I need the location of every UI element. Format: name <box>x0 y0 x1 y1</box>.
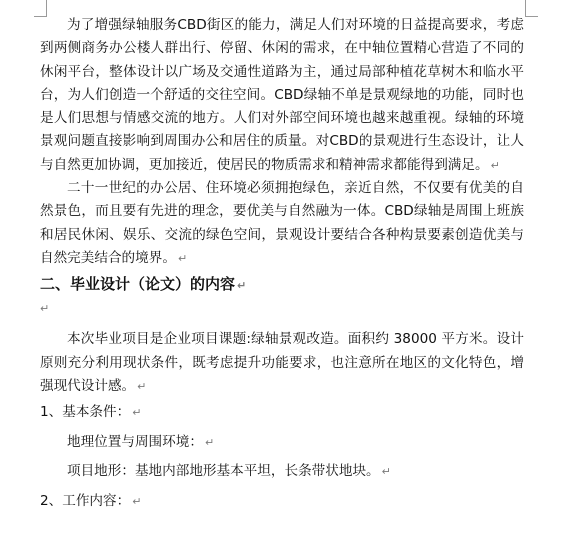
paragraph-mark: ↵ <box>132 494 142 508</box>
page-margin-corner-right <box>525 0 538 17</box>
paragraph-mark: ↵ <box>132 406 142 420</box>
empty-paragraph-mark: ↵ <box>40 302 50 316</box>
list-item-2: 2、工作内容： ↵ <box>40 492 142 509</box>
sub-item-terrain: 项目地形：基地内部地形基本平坦，长条带状地块。 ↵ <box>67 463 391 480</box>
paragraph-mark: ↵ <box>137 379 147 393</box>
paragraph-1: 为了增强绿轴服务CBD街区的能力，满足人们对环境的日益提高要求，考虑到两侧商务办公楼人群出行、停留、休闲的需求，在中轴位置精心营造了不同的休闲平台，整体设计以广场及交通性道路为主，通过局部种植花草树木和临水平台，为人们创造一个舒适的交往空间。CBD绿轴不单是景观绿地的功能，同时也是人们思想与情感交流的地方。人们对外部空间环境也越来越重视。绿轴的环境景观问题直接影响到周围办公和居住的质量。对CBD的景观进行生态设计，让人与自然更加协调，更加接近，使居民的物质需求和精神需求都能得到满足。 ↵ <box>40 17 524 173</box>
sub-item-location: 地理位置与周围环境： ↵ <box>67 433 215 450</box>
paragraph-2: 二十一世纪的办公居、住环境必须拥抱绿色，亲近自然，不仅要有优美的自然景色，而且要有先进的理念，要优美与自然融为一体。CBD绿轴是周围上班族和居民休闲、娱乐、交流的绿色空间，景观设计要结合各种构景要素创造优美与自然完美结合的境界。 ↵ <box>40 180 524 266</box>
paragraph-mark: ↵ <box>381 465 391 479</box>
paragraph-mark: ↵ <box>177 251 188 265</box>
paragraph-mark: ↵ <box>204 435 215 449</box>
list-item-1: 1、基本条件： ↵ <box>40 404 142 421</box>
document-body[interactable] <box>40 14 524 516</box>
paragraph-mark: ↵ <box>490 158 500 172</box>
section-heading: 二、毕业设计（论文）的内容 ↵ <box>40 275 247 294</box>
paragraph-3: 本次毕业项目是企业项目课题:绿轴景观改造。面积约 38000 平方米。设计原则充分利用现状条件，既考虑提升功能要求，也注意所在地区的文化特色，增强现代设计感。 ↵ <box>40 331 524 394</box>
paragraph-mark: ↵ <box>237 279 247 293</box>
